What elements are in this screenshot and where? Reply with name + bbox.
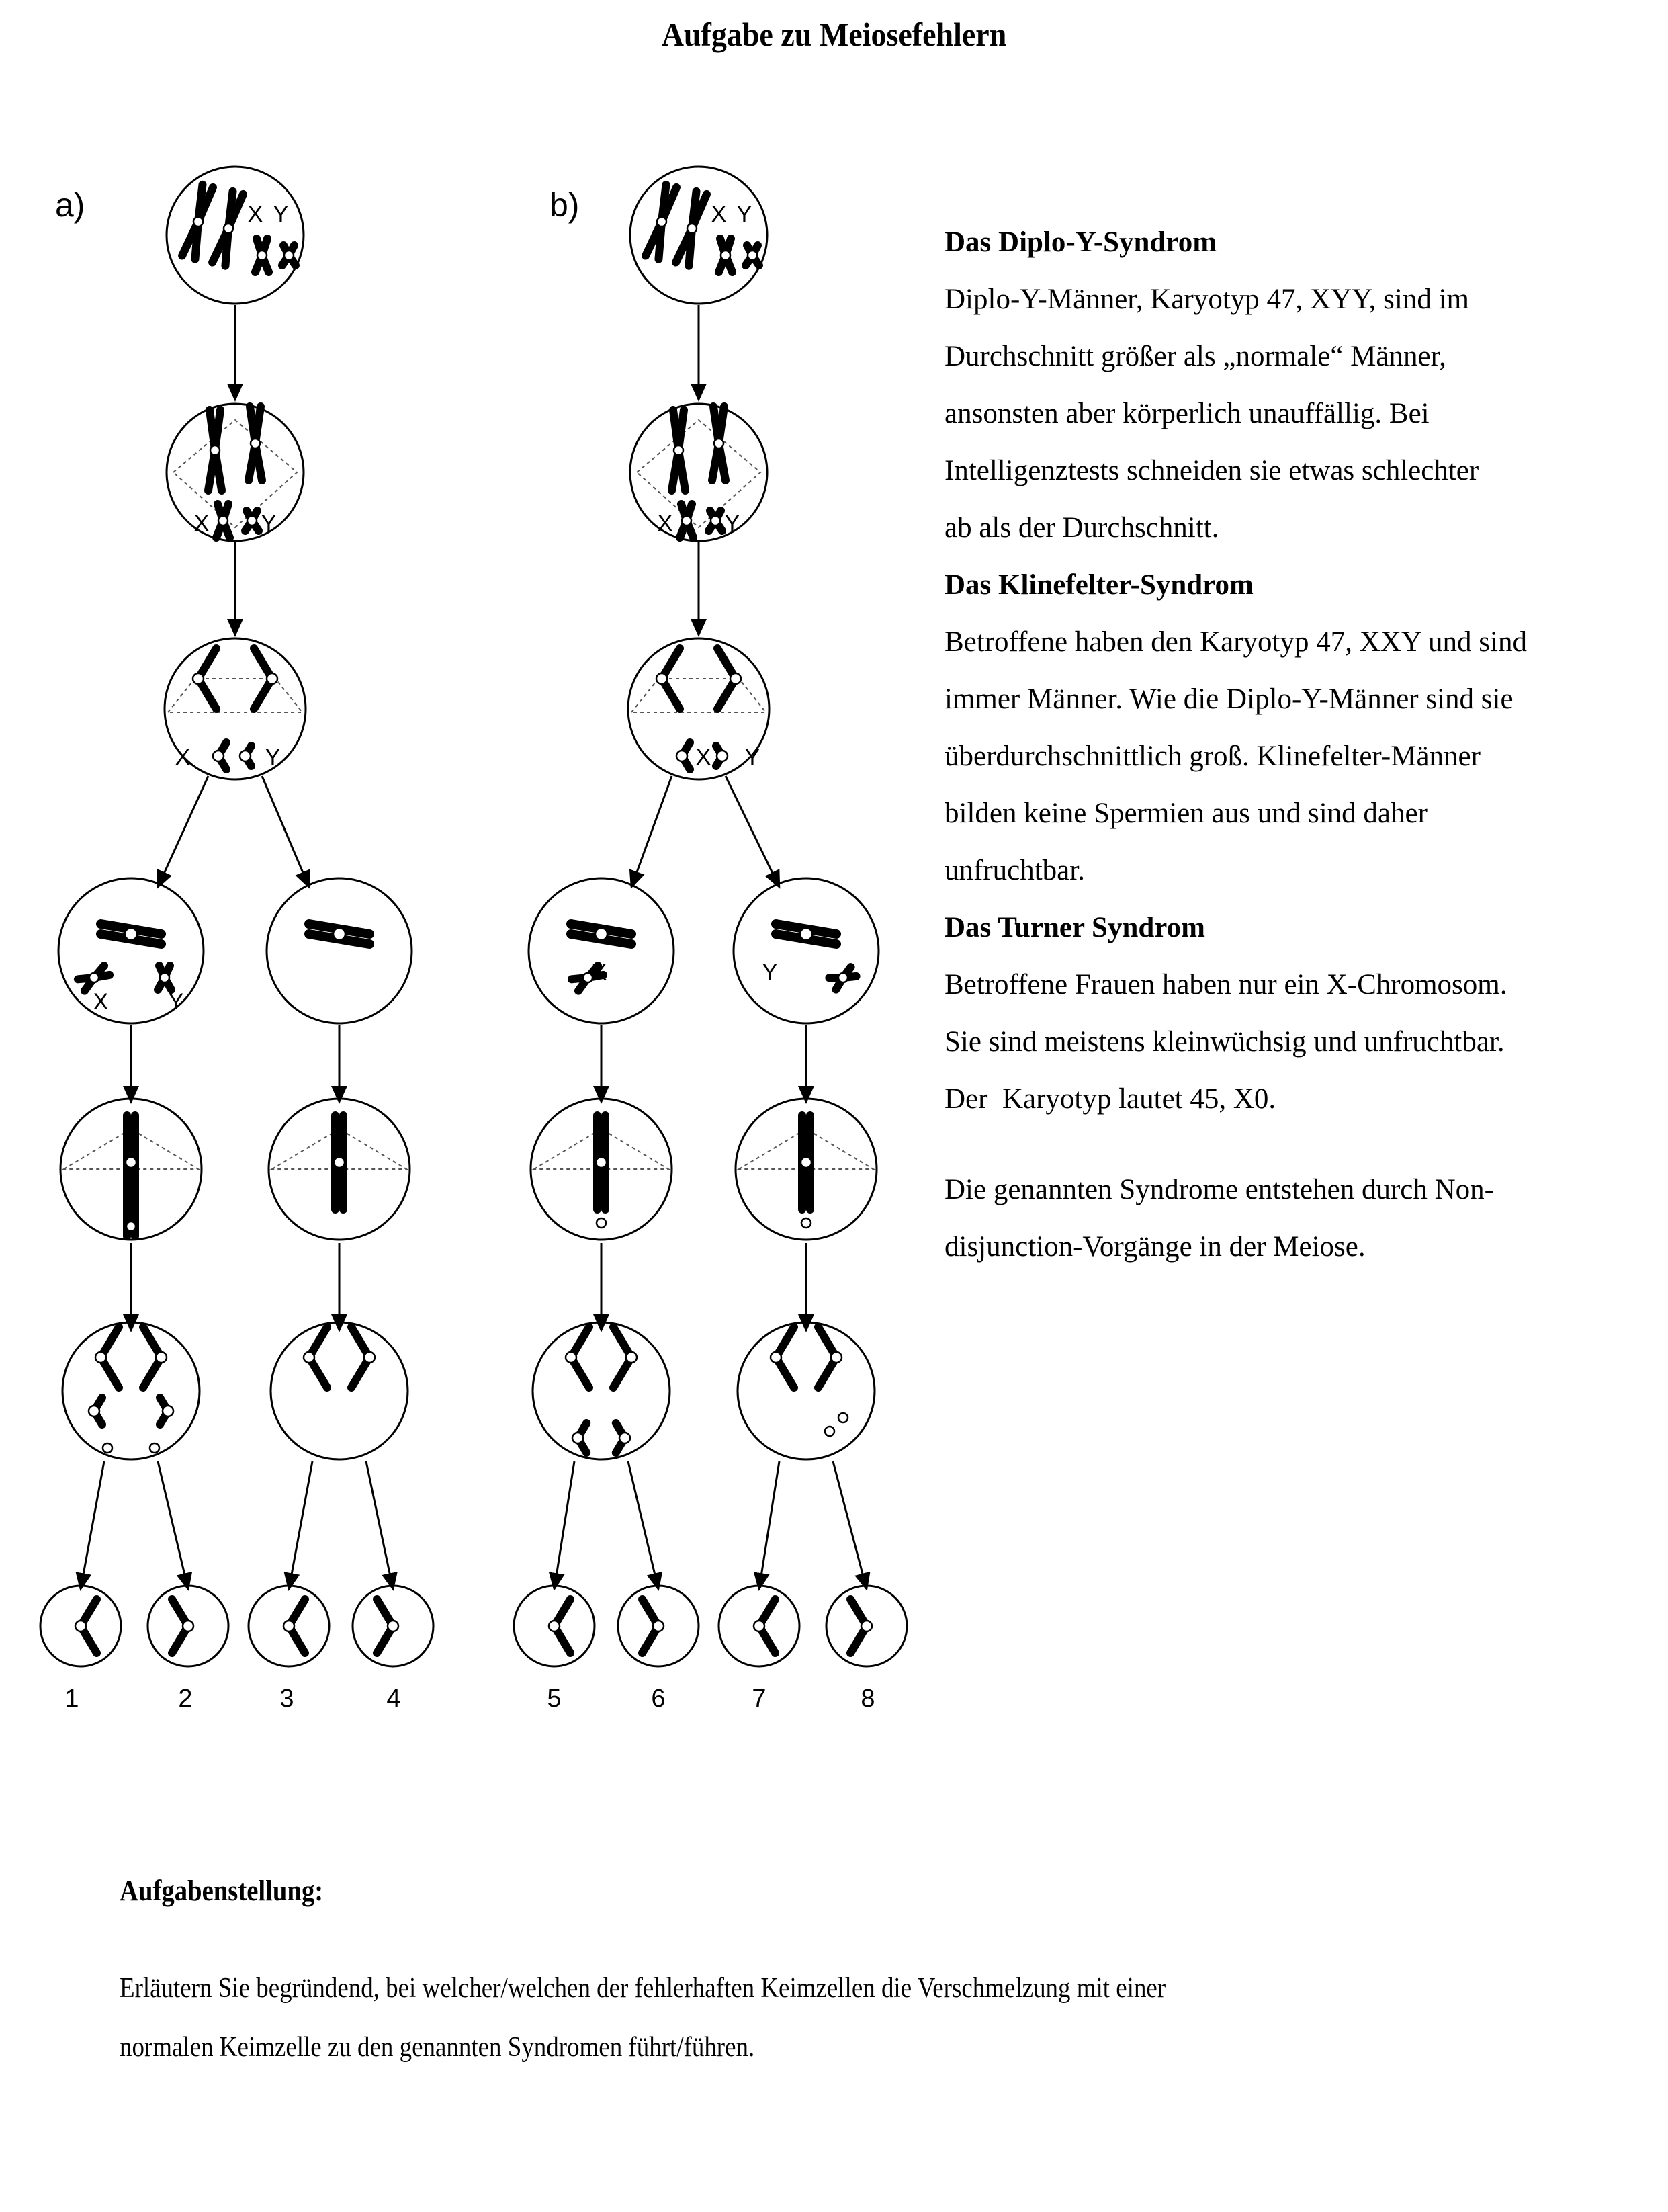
centromere [224,224,233,233]
section-line: Durchschnitt größer als „normale“ Männer, [945,341,1446,372]
chrom-label-x-b4: X [591,960,607,985]
centromere [257,251,267,260]
centromere [748,251,757,260]
gamete-number-8: 8 [861,1685,875,1713]
section-line: überdurchschnittlich groß. Klinefelter-Männer [945,740,1481,772]
task-line: normalen Keimzelle zu den genannten Syndromen führt/führen. [120,2032,755,2063]
gamete-number-3: 3 [279,1685,294,1713]
centromere [687,224,697,233]
cell-a-start [167,167,304,304]
centromere [333,928,345,940]
centromere [572,1433,583,1443]
centromere [682,516,691,525]
arrow [628,1461,658,1589]
centromere [89,1406,99,1416]
centromere [717,751,728,761]
chromosome-arm [225,228,228,266]
centromere [566,1352,576,1363]
chrom-label-x-b1: X [711,202,727,227]
centromere [89,973,99,982]
section-line: Der Karyotyp lautet 45, X0. [945,1083,1276,1115]
centromere [754,1621,764,1631]
centromere [126,1222,136,1231]
chrom-label-y-a2: Y [261,511,277,536]
centromere [304,1352,314,1363]
centromere [801,1218,811,1228]
gamete-number-6: 6 [651,1685,666,1713]
chrom-label-x-b3: X [695,745,711,770]
chromosome-arm [658,222,662,259]
chrom-label-y-b3: Y [744,745,760,770]
centromere [125,928,137,940]
task-heading: Aufgabenstellung: [120,1875,324,1907]
centromere [183,1621,193,1631]
centromere [364,1352,375,1363]
centromere [801,1157,811,1168]
centromere [626,1352,637,1363]
centromere [95,1352,106,1363]
centromere [150,1443,159,1453]
arrow [262,776,309,887]
syndrome-info [945,214,1657,1275]
centromere [193,217,203,226]
arrow [289,1461,312,1589]
centromere [674,445,683,455]
centromere [861,1621,872,1631]
chromosome-arm [255,443,262,480]
gamete-number-7: 7 [752,1685,766,1713]
centromere [800,928,812,940]
task-line: Erläutern Sie begründend, bei welcher/welchen der fehlerhaften Keimzellen die Verschmelzung mit einer [120,1973,1166,2004]
centromere [193,673,204,684]
section-line: Sie sind meistens kleinwüchsig und unfruchtbar. [945,1026,1505,1058]
centromere [213,751,224,761]
spindle [173,420,297,527]
cell-b-prophase [630,404,767,541]
centromere [714,439,723,448]
cell-b1-secondary [529,878,674,1023]
panel-b-label: b) [550,186,580,224]
task-text [120,1959,1479,2077]
section-line: immer Männer. Wie die Diplo-Y-Männer sind sie [945,683,1513,715]
chromosome-arm [215,450,222,491]
arrow [631,776,672,887]
centromere [283,1621,294,1631]
cell-b-start [630,167,767,304]
arrow [759,1461,779,1589]
spacer [945,1128,1657,1161]
section-line: Betroffene haben den Karyotyp 47, XXY und sind [945,626,1527,658]
arrow [158,776,208,887]
arrow [366,1461,393,1589]
chrom-label-x-a2: X [193,511,210,536]
spindle [637,420,760,527]
chromosome-arm [719,443,726,480]
chromosome-arm [255,407,261,443]
page-title: Aufgabe zu Meiosefehlern [661,15,1007,53]
section-heading-klinefelter: Das Klinefelter-Syndrom [945,569,1254,601]
centromere [730,673,741,684]
arrow [554,1461,574,1589]
centromere [619,1433,630,1443]
section-line: Betroffene Frauen haben nur ein X-Chromosom. [945,969,1507,1001]
gamete-number-4: 4 [386,1685,401,1713]
chrom-label-y-b4: Y [762,960,778,985]
section-line: Intelligenztests schneiden sie etwas schlechter [945,455,1479,486]
chrom-label-y-a3: Y [265,745,281,770]
centromere [838,1413,848,1422]
centromere [156,1352,167,1363]
chromosome-arm [678,450,685,491]
section-heading-diplo-y: Das Diplo-Y-Syndrom [945,226,1217,258]
section-line: unfruchtbar. [945,855,1085,886]
chrom-label-y-b1: Y [736,202,752,227]
centromere [595,928,607,940]
meiosis-diagram-svg [27,161,954,1760]
chromosome-arm [195,222,198,259]
cell-a-prophase [167,404,304,541]
centromere [597,1218,606,1228]
chrom-label-y-b2: Y [724,511,740,536]
chrom-label-x-a4: X [93,989,109,1015]
section-heading-turner: Das Turner Syndrom [945,912,1205,943]
centromere [838,973,848,982]
centromere [210,445,220,455]
centromere [656,673,667,684]
section-line: ansonsten aber körperlich unauffällig. Bei [945,398,1430,429]
chromosome-arm [215,410,220,450]
arrow [158,1461,188,1589]
centromere [284,251,294,260]
meiosis-diagram [27,161,954,1760]
centromere [267,673,277,684]
summary-line: Die genannten Syndrome entstehen durch Non- [945,1174,1494,1205]
summary-line: disjunction-Vorgänge in der Meiose. [945,1231,1366,1263]
centromere [549,1621,560,1631]
section-line: bilden keine Spermien aus und sind daher [945,798,1428,829]
chrom-label-x-a3: X [175,745,191,770]
spindle [631,679,766,712]
centromere [240,751,251,761]
gamete-number-1: 1 [64,1685,79,1713]
centromere [75,1621,86,1631]
chrom-label-x-b2: X [657,511,673,536]
gamete-number-5: 5 [547,1685,562,1713]
centromere [825,1427,834,1436]
section-line: ab als der Durchschnitt. [945,512,1219,544]
gamete-number-2: 2 [178,1685,193,1713]
centromere [251,439,260,448]
centromere [771,1352,781,1363]
centromere [160,973,169,982]
centromere [163,1406,173,1416]
centromere [653,1621,664,1631]
cell-b2-secondary [734,878,879,1023]
cell-b2-anaphase2 [738,1322,875,1459]
spindle [168,679,302,712]
arrow [833,1461,867,1589]
centromere [657,217,666,226]
centromere [247,516,257,525]
centromere [711,516,720,525]
arrow [726,776,779,887]
chromosome-arm [719,407,724,443]
centromere [388,1621,398,1631]
cell-b1-anaphase2 [533,1322,670,1459]
chrom-label-x-a1: X [247,202,263,227]
arrow [81,1461,104,1589]
centromere [596,1157,607,1168]
centromere [103,1443,112,1453]
centromere [676,751,687,761]
section-line: Diplo-Y-Männer, Karyotyp 47, XYY, sind im [945,284,1469,315]
centromere [334,1157,345,1168]
panel-a-label: a) [55,186,85,224]
chromosome-arm [689,228,692,266]
centromere [721,251,730,260]
chrom-label-y-a1: Y [273,202,289,227]
centromere [831,1352,842,1363]
cell-a2-secondary [267,878,412,1023]
centromere [126,1157,136,1168]
centromere [218,516,228,525]
cell-a2-anaphase2 [271,1322,408,1459]
chrom-label-y-a4: Y [168,989,184,1015]
cell-a1-anaphase2 [62,1322,200,1459]
chromosome-arm [678,410,684,450]
